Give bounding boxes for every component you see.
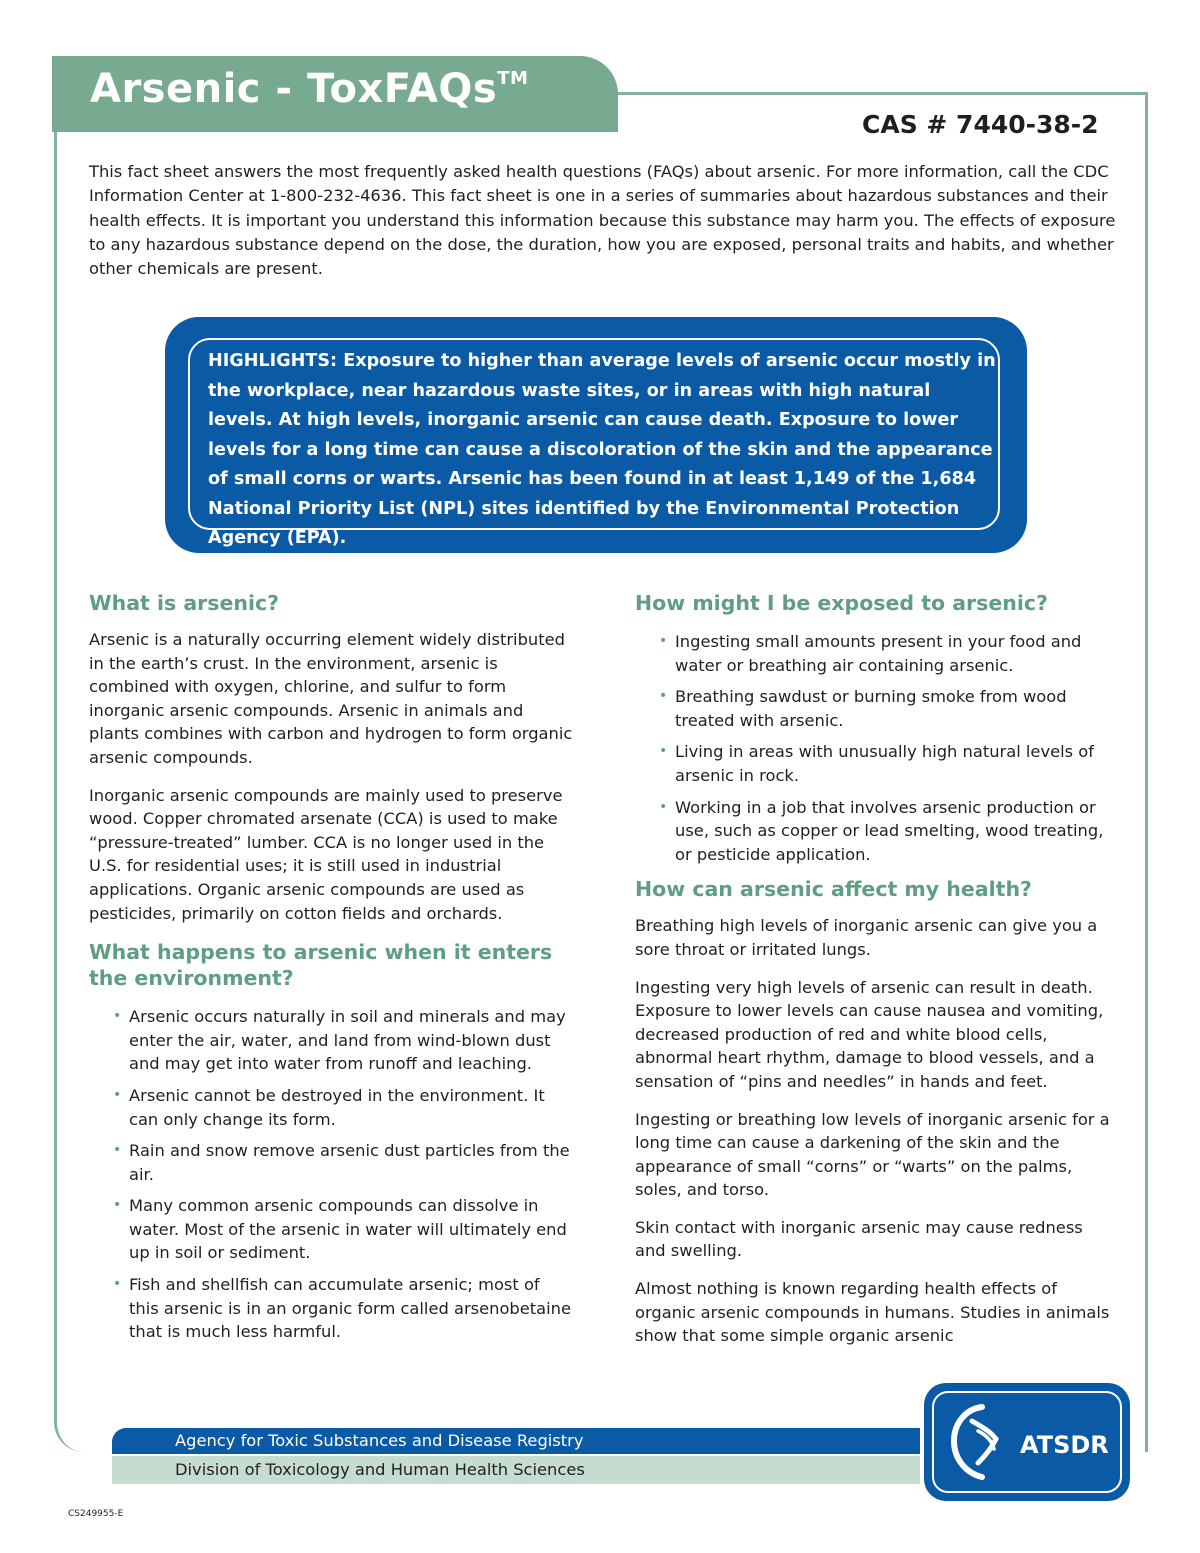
exposure-heading: How might I be exposed to arsenic?: [635, 591, 1048, 615]
health-paragraph-1: Breathing high levels of inorganic arsenic can give you a sore throat or irritated lungs.: [635, 916, 1098, 959]
list-item: • Rain and snow remove arsenic dust particles from the air.: [89, 1139, 574, 1186]
list-item: • Arsenic cannot be destroyed in the environment. It can only change its form.: [89, 1084, 574, 1131]
footer-division: Division of Toxicology and Human Health Sciences: [175, 1460, 585, 1479]
title-text: Arsenic - ToxFAQs: [90, 66, 498, 112]
list-item: • Living in areas with unusually high natural levels of arsenic in rock.: [635, 740, 1110, 787]
right-column: [635, 590, 1110, 1348]
cas-number: CAS # 7440-38-2: [862, 110, 1099, 139]
highlights-text: [208, 347, 998, 554]
logo-text: ATSDR: [1020, 1431, 1109, 1459]
list-item: • Many common arsenic compounds can dissolve in water. Most of the arsenic in water will ultimately end up in soil or sediment.: [89, 1194, 574, 1265]
what-heading: What is arsenic?: [89, 591, 280, 615]
intro-paragraph: This fact sheet answers the most frequently asked health questions (FAQs) about arsenic. For more information, call the CDC Information Center at 1-800-232-4636. This fact sheet is one in a series of summaries about hazardous substances and their health effects. It is important you understand this information because this substance may harm you. The effects of exposure to any hazardous substance depend on the dose, the duration, how you are exposed, personal traits and habits, and whether other chemicals are present.: [89, 162, 1116, 279]
health-paragraph-5: Almost nothing is known regarding health effects of organic arsenic compounds in humans. Studies in animals show that some simple organic arsenic: [635, 1279, 1110, 1346]
exposure-list: [635, 630, 1110, 866]
list-item: • Working in a job that involves arsenic production or use, such as copper or lead smelting, wood treating, or pesticide application.: [635, 796, 1110, 867]
environment-heading: What happens to arsenic when it enters the environment?: [89, 940, 553, 991]
document-id: CS249955-E: [68, 1509, 124, 1519]
page-frame-right: [1145, 92, 1148, 1452]
health-paragraph-2: Ingesting very high levels of arsenic can result in death. Exposure to lower levels can cause nausea and vomiting, decreased production of red and white blood cells, abnormal heart rhythm, damage to blood vessels, and a sensation of “pins and needles” in hands and feet.: [635, 977, 1104, 1091]
health-paragraph-4: Skin contact with inorganic arsenic may cause redness and swelling.: [635, 1217, 1083, 1261]
health-heading: How can arsenic affect my health?: [635, 877, 1032, 902]
list-item: • Breathing sawdust or burning smoke from wood treated with arsenic.: [635, 685, 1110, 732]
atsdr-logo: [924, 1383, 1130, 1501]
trademark: TM: [497, 68, 529, 89]
hhs-eagle-icon: [942, 1401, 1022, 1483]
health-paragraph-3: Ingesting or breathing low levels of inorganic arsenic for a long time can cause a darkening of the skin and the appearance of small “corns” or “warts” on the palms, soles, and torso.: [635, 1109, 1110, 1200]
footer-agency: Agency for Toxic Substances and Disease Registry: [175, 1431, 584, 1450]
list-item: • Ingesting small amounts present in your food and water or breathing air containing arsenic.: [635, 630, 1110, 677]
highlights-body: Exposure to higher than average levels of arsenic occur mostly in the workplace, near hazardous waste sites, or in areas with high natural levels. At high levels, inorganic arsenic can cause death. Exposure to lower levels for a long time can cause a discoloration of the skin and the appearance of small corns or warts. Arsenic has been found in at least 1,149 of the 1,684 National Priority List (NPL) sites identified by the Environmental Protection Agency (EPA).: [208, 351, 996, 548]
what-paragraph-1: Arsenic is a naturally occurring element widely distributed in the earth’s crust. In the environment, arsenic is combined with oxygen, chlorine, and sulfur to form inorganic arsenic compounds. Arsenic in animals and plants combines with carbon and hydrogen to form organic arsenic compounds.: [89, 630, 573, 767]
left-column: [89, 590, 574, 1352]
list-item: • Arsenic occurs naturally in soil and minerals and may enter the air, water, and land from wind-blown dust and may get into water from runoff and leaching.: [89, 1005, 574, 1076]
page-title: [90, 66, 528, 112]
environment-list: [89, 1005, 574, 1344]
list-item: • Fish and shellfish can accumulate arsenic; most of this arsenic is in an organic form called arsenobetaine that is much less harmful.: [89, 1273, 574, 1344]
highlights-label: HIGHLIGHTS:: [208, 351, 338, 371]
what-paragraph-2: Inorganic arsenic compounds are mainly used to preserve wood. Copper chromated arsenate (CCA) is used to make “pressure-treated” lumber. CCA is no longer used in the U.S. for residential uses; it is still used in industrial applications. Organic arsenic compounds are used as pesticides, primarily on cotton fields and orchards.: [89, 785, 563, 923]
